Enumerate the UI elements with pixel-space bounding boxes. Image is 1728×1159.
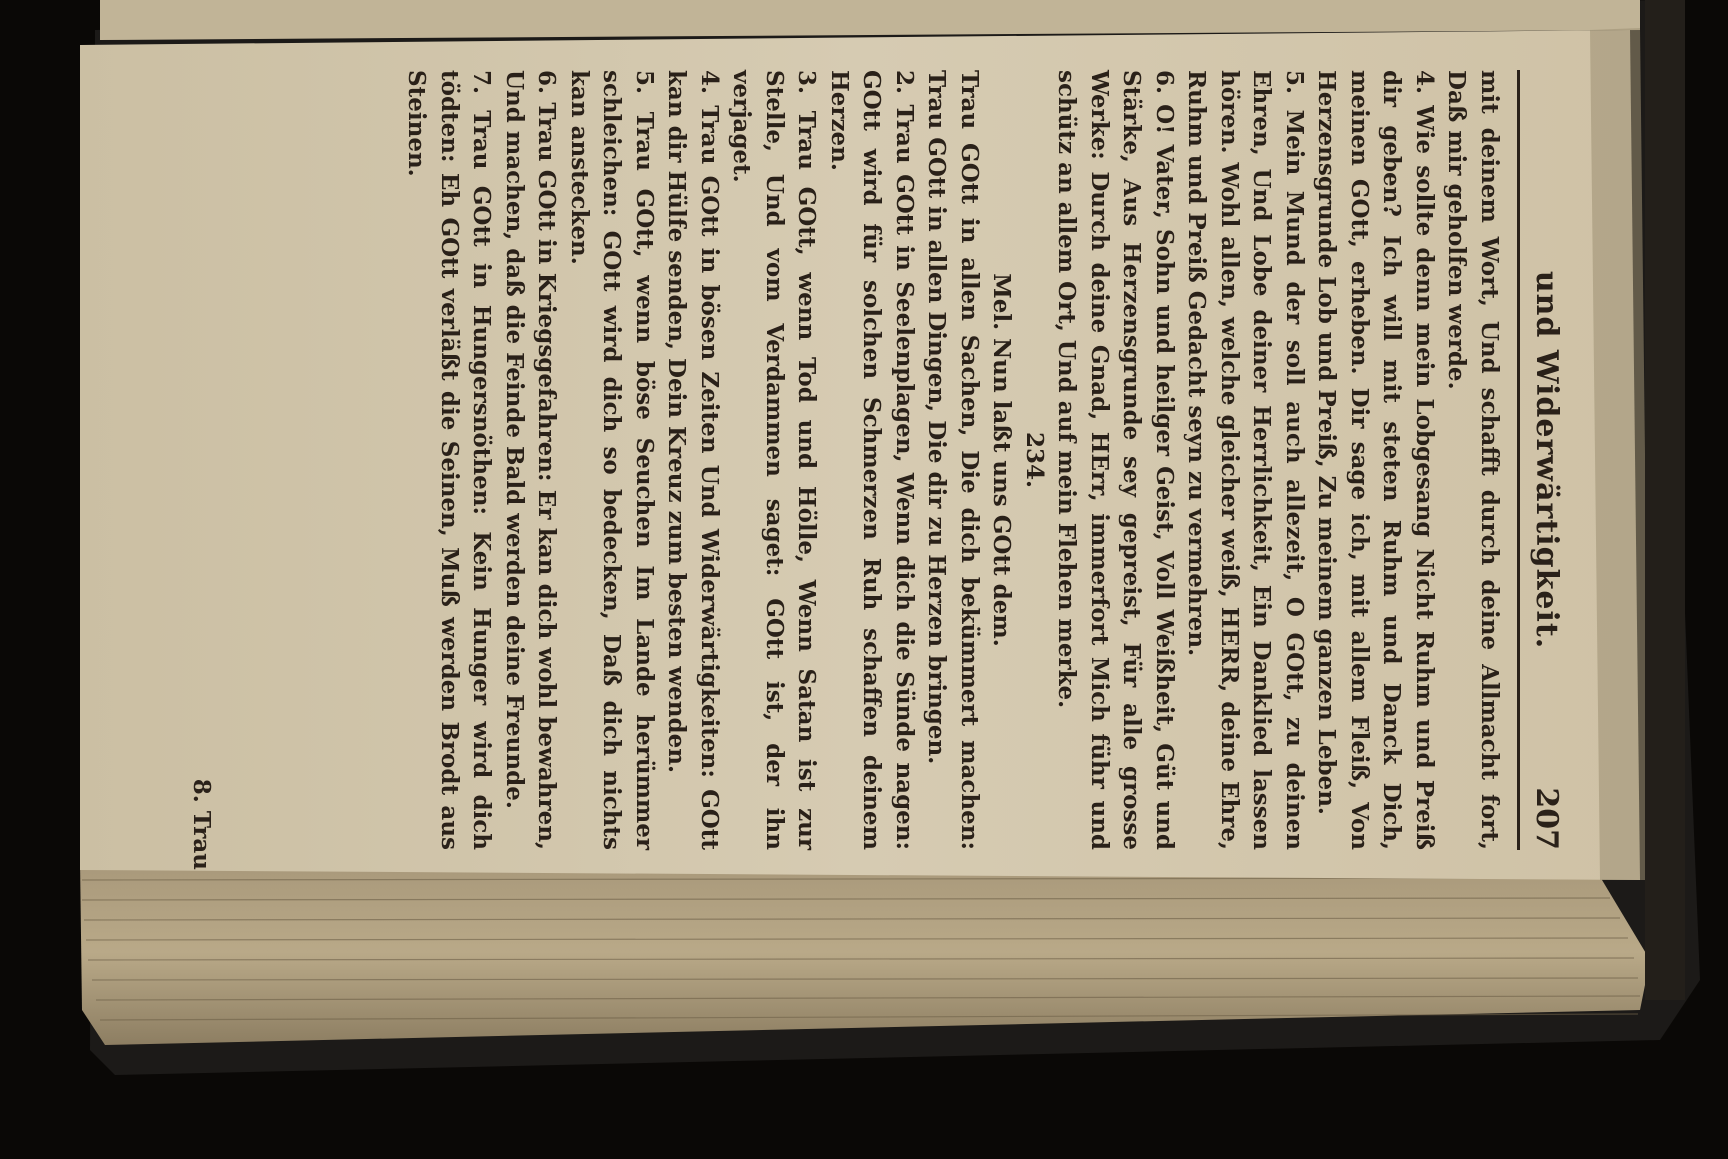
verse: 2. Trau GOtt in Seelenplagen, Wenn dich die Sünde nagen: GOtt wird für solchen Schmerzen Ruh schaffen deinem Herzen. <box>826 70 918 850</box>
verse: 3. Trau GOtt, wenn Tod und Hölle, Wenn Satan ist zur Stelle, Und vom Verdammen saget: GOtt ist, der ihn verjaget. <box>728 70 821 850</box>
paragraph: 6. O! Vater, Sohn und heilger Geist, Voll Weißheit, Güt und Stärke, Aus Herzensgrunde sey gepreist, Für alle grosse Werke: Durch deine Gnad, HErr, immerfort Mich führ und schütz an allem Ort, Und auf mein Flehen merke. <box>1053 70 1178 850</box>
melody-line: Mel. Nun laßt uns GOtt dem. <box>988 273 1016 647</box>
paragraph: 5. Mein Mund der soll auch allezeit, O GOtt, zu deinen Ehren, Und Lobe deiner Herrlichkeit, Ein Danklied lassen hören. Wohl allen, welche gleicher weiß, HERR, deine Ehre, Ruhm und Preiß Gedacht seyn zu vermehren. <box>1183 70 1308 850</box>
running-header <box>1517 70 1570 850</box>
verse: 7. Trau GOtt in Hungersnöthen: Kein Hunger wird dich tödten: Eh GOtt verläßt die Seinen, Muß werden Brodt aus Steinen. <box>403 70 496 850</box>
spine <box>1645 0 1685 1000</box>
gutter-shadow <box>1590 28 1650 880</box>
verse: 4. Trau GOtt in bösen Zeiten Und Widerwärtigkeiten: GOtt kan dir Hülfe senden, Dein Kreuz zum besten wenden. <box>663 70 723 850</box>
paragraph: mit deinem Wort, Und schafft durch deine Allmacht fort, Daß mir geholfen werde. <box>1443 70 1503 850</box>
verse: 5. Trau GOtt, wenn böse Seuchen Im Lande herümmer schleichen: GOtt wird dich so bedecken, Daß dich nichts kan anstecken. <box>566 70 658 850</box>
hymn-number: 234. <box>1021 431 1048 489</box>
verse: Trau GOtt in allen Sachen, Die dich bekümmert machen: Trau GOtt in allen Dingen, Die dir zu Herzen bringen. <box>923 70 983 850</box>
page-text <box>110 70 1570 870</box>
page-number: 207 <box>1529 787 1564 850</box>
verse: 6. Trau GOtt in Kriegsgefahren: Er kan dich wohl bewahren, Und machen, daß die Feinde Bald werden deine Freunde. <box>501 70 561 850</box>
text-body <box>400 70 1505 850</box>
paragraph: 4. Wie sollte denn mein Lobgesang Nicht Ruhm und Preiß dir geben? Ich will mit steten Ruhm und Danck Dich, meinen GOtt, erheben. Dir sage ich, mit allem Fleiß, Von Herzensgrunde Lob und Preiß, Zu meinem ganzen Leben. <box>1313 70 1438 850</box>
catchword: 8. Trau <box>188 778 215 870</box>
running-title: und Widerwärtigkeit. <box>1529 270 1564 650</box>
